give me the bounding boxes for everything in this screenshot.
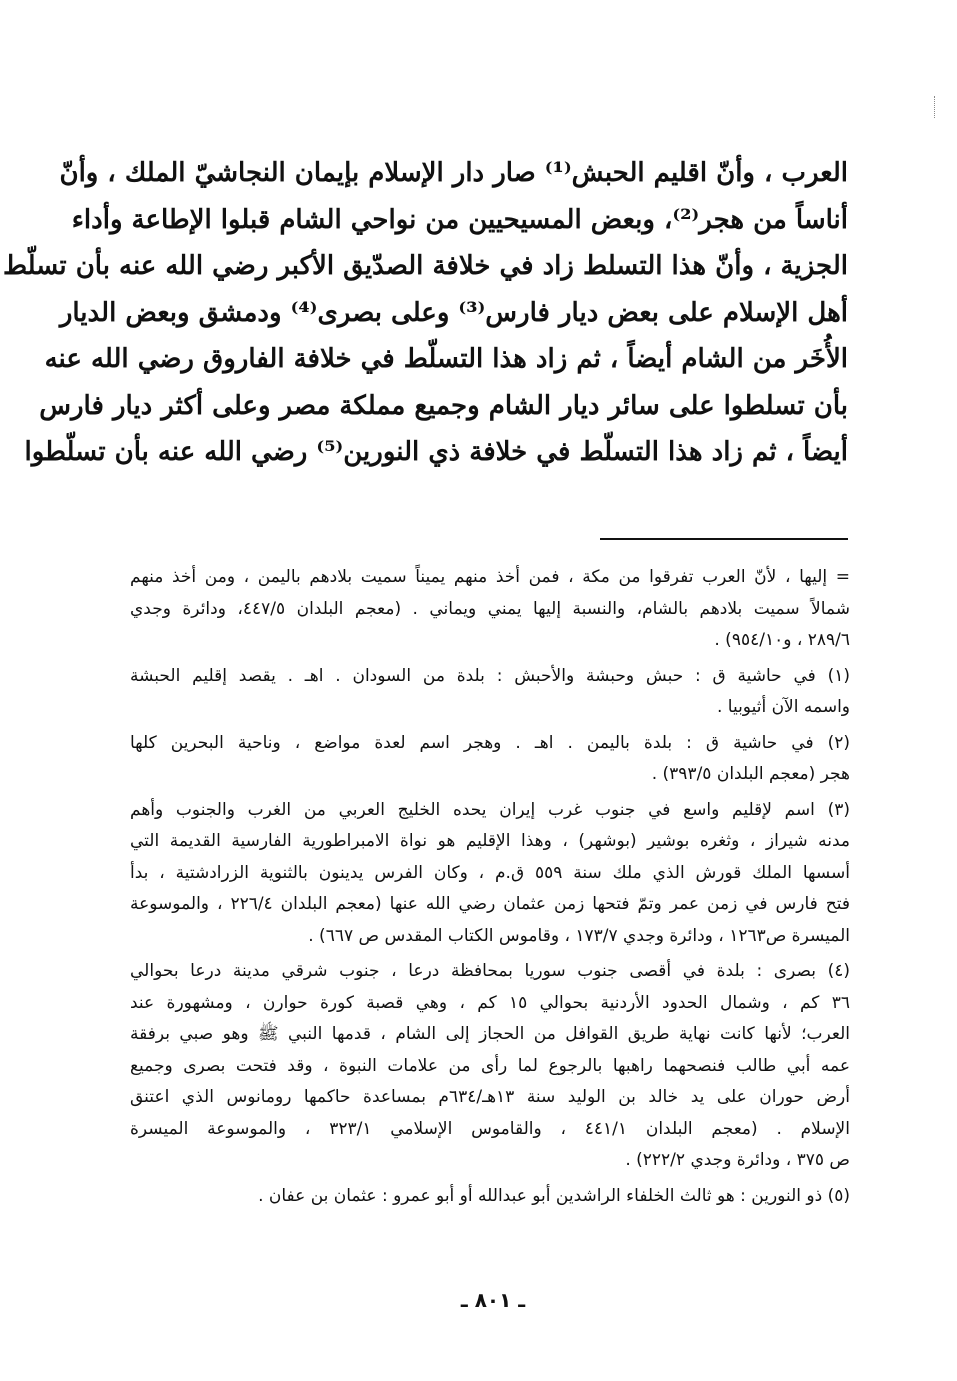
- page-number: ـ ٨٠١ ـ: [460, 1288, 526, 1312]
- footnote-2: [130, 728, 850, 791]
- footnote-line: ص ٣٧٥ ، ودائرة وجدي ٢٢٢/٢) .: [625, 1150, 850, 1170]
- footnote-4: [130, 956, 850, 1177]
- body-line: العرب ، وأنّ اقليم الحبش⁽¹⁾ صار دار الإسلام بإيمان النجاشيّ الملك ، وأنّ: [59, 158, 848, 188]
- footnote-line: العرب؛ لأنها كانت نهاية طريق القوافل من الحجاز إلى الشام ، قدمها النبي ﷺ وهو صبي برفقة: [130, 1024, 850, 1044]
- footnote-line: أرض حوران على يد خالد بن الوليد سنة ١٣هـ/٦٣٤م بمساعدة حاكمها رومانوس الذي اعتنق: [130, 1087, 850, 1107]
- footnote-line: مدنه شيراز ، وثغره بوشير (بوشهر) ، وهذا الإقليم هو نواة الامبراطورية الفارسية القديمة التي: [130, 831, 850, 851]
- margin-mark: [934, 96, 937, 118]
- footnote-divider: [600, 538, 848, 540]
- footnote-line: (١) في حاشية ق : حبش وحبشة والأحبش : بلدة من السودان . اهـ . يقصد إقليم الحبشة: [130, 665, 850, 686]
- footnote-1: [130, 661, 850, 724]
- footnotes-section: [130, 562, 850, 1212]
- footnote-line: شمالاً سميت بلادهم بالشام، والنسبة إليها يمني ويماني . (معجم البلدان ٤٤٧/٥، ودائرة وجدي: [130, 598, 850, 619]
- body-line: أهل الإسلام على بعض ديار فارس⁽³⁾ وعلى بصرى⁽⁴⁾ ودمشق وبعض الديار: [59, 297, 848, 328]
- footnote-line: = إليها ، لأنّ العرب تفرقوا من مكة ، فمن أخذ منهم يميناً سميت بلادهم باليمن ، ومن أخذ منهم: [130, 567, 850, 587]
- footnote-line: (٣) اسم لإقليم واسع في جنوب غرب إيران يحده الخليج العربي من الغرب والجنوب وأهم: [130, 799, 850, 820]
- footnote-line: أسسها الملك قورش الذي ملك سنة ٥٥٩ ق.م ، وكان الفرس يدينون بالثنوية الزرادشتية ، بدأ: [130, 862, 850, 883]
- footnote-line: واسمه الآن أثيوبيا .: [716, 697, 850, 717]
- footnote-continuation: [130, 562, 850, 657]
- body-line: أيضاً ، ثم زاد هذا التسلّط في خلافة ذي النورين⁽⁵⁾ رضي الله عنه بأن تسلّطوا: [24, 437, 848, 467]
- main-body-text: [2, 150, 848, 476]
- footnote-line: الإسلام . (معجم البلدان ٤٤١/١ ، والقاموس الإسلامي ٣٢٣/١ ، والموسوعة الميسرة: [130, 1118, 850, 1139]
- footnote-line: الميسرة ص١٢٦٣ ، ودائرة وجدي ١٧٣/٧ ، وقاموس الكتاب المقدس ص ٦٦٧) .: [308, 925, 850, 946]
- footnote-line: ٣٦ كم ، وشمال الحدود الأردنية بحوالي ١٥ كم ، وهي قصبة كورة حوارن ، ومشهورة عند: [130, 992, 850, 1013]
- footnote-line: ٢٨٩/٦ ، و٩٥٤/١٠) .: [714, 630, 850, 650]
- footnote-5: [130, 1181, 850, 1213]
- footnote-line: فتح فارس في زمن عمر وتمّ فتحها زمن عثمان رضي الله عنها (معجم البلدان ٢٢٦/٤ ، والموسوعة: [130, 894, 850, 914]
- footnote-line: (٤) بصرى : بلدة في أقصى جنوب سوريا بمحافظة درعا ، جنوب شرقي مدينة درعا بحوالي: [130, 961, 850, 981]
- body-line: الأُخَر من الشام أيضاً ، ثم زاد هذا التسلّط في خلافة الفاروق رضي الله عنه: [44, 344, 848, 374]
- body-line: بأن تسلطوا على سائر ديار الشام وجميع مملكة مصر وعلى أكثر ديار فارس: [39, 390, 848, 421]
- footnote-line: (٢) في حاشية ق : بلدة باليمن . اهـ . وهجر اسم لعدة مواضع ، وناحية البحرين كلها: [130, 732, 850, 753]
- footnote-line: عمه أبي طالب فنصحهما راهبها بالرجوع لما رأى من علامات النبوة ، وقد فتحت بصرى وجميع: [130, 1055, 850, 1076]
- body-line: أناساً من هجر⁽²⁾، وبعض المسيحيين من نواحي الشام قبلوا الإطاعة وأداء: [71, 204, 848, 235]
- footnote-line: هجر (معجم البلدان ٣٩٣/٥) .: [651, 764, 850, 784]
- body-line: الجزية ، وأنّ هذا التسلط زاد في خلافة الصدّيق الأكبر رضي الله عنه بأن تسلّط: [2, 251, 848, 281]
- footnote-3: [130, 795, 850, 953]
- footnote-line: (٥) ذو النورين : هو ثالث الخلفاء الراشدين أبو عبدالله أو أبو عمرو : عثمان بن عفان .: [258, 1185, 850, 1206]
